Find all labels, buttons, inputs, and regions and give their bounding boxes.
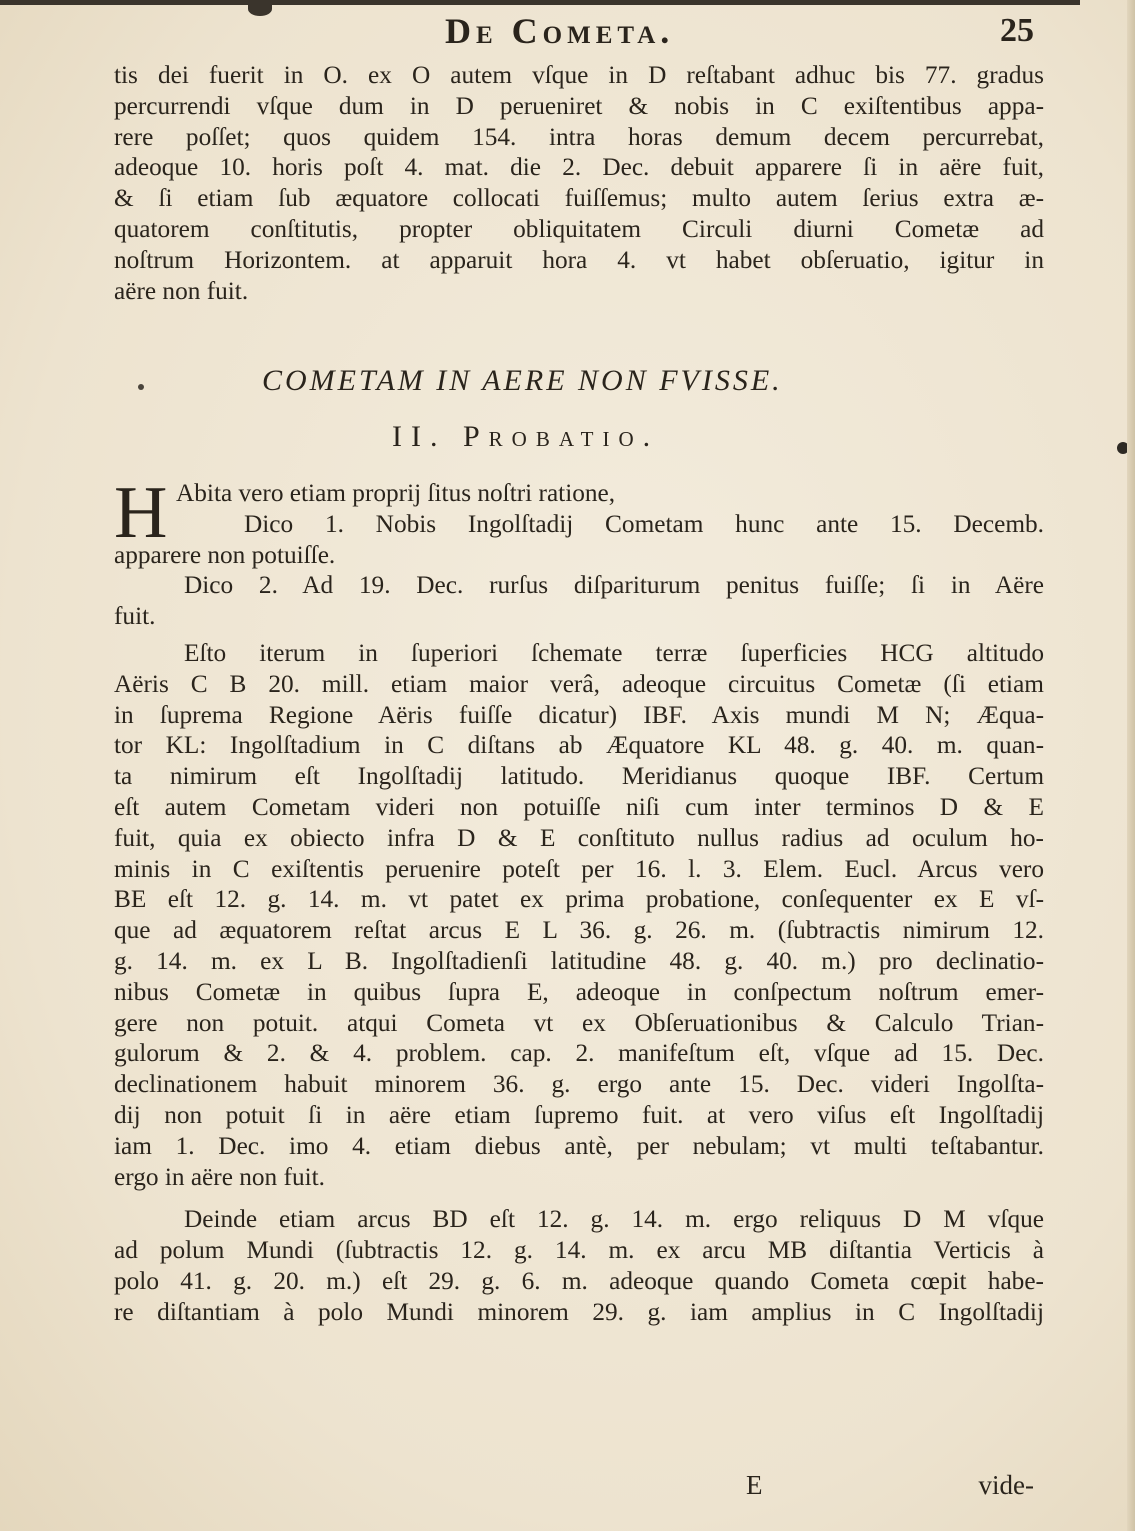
text-line: tis dei fuerit in O. ex O autem vſque in D reſtabant adhuc bis 77. gradus bbox=[114, 61, 1044, 89]
page-footer bbox=[114, 1470, 1044, 1504]
text-line: re diſtantiam à polo Mundi minorem 29. g. iam amplius in C Ingolſtadij bbox=[114, 1297, 1044, 1326]
text-block-1 bbox=[114, 60, 1044, 306]
page-edge-shadow bbox=[1127, 0, 1135, 1531]
signature-mark: E bbox=[746, 1470, 763, 1500]
text-line: Abita vero etiam proprij ſitus noſtri ratione, bbox=[176, 479, 616, 507]
text-line: in ſuprema Regione Aëris fuiſſe dicatur) IBF. Axis mundi M N; Æqua- bbox=[114, 700, 1044, 729]
text-line: polo 41. g. 20. m.) eſt 29. g. 6. m. adeoque quando Cometa cœpit habe- bbox=[114, 1266, 1044, 1295]
text-line: noſtrum Horizontem. at apparuit hora 4. vt habet obſeruatio, igitur in bbox=[114, 245, 1044, 274]
text-line: ta nimirum eſt Ingolſtadij latitudo. Meridianus quoque IBF. Certum bbox=[114, 762, 1044, 791]
text-line: iam 1. Dec. imo 4. etiam diebus antè, per nebulam; vt multi teſtabantur. bbox=[114, 1131, 1044, 1160]
text-line: ergo in aëre non fuit. bbox=[114, 1162, 325, 1191]
text-line: nibus Cometæ in quibus ſupra E, adeoque in conſpectum noſtrum emer- bbox=[114, 977, 1044, 1006]
ink-dot-small bbox=[138, 384, 144, 390]
catchword: vide- bbox=[978, 1470, 1034, 1500]
text-line: fuit. bbox=[114, 602, 156, 631]
text-line: declinationem habuit minorem 36. g. ergo ante 15. Dec. videri Ingolſta- bbox=[114, 1070, 1044, 1099]
text-line: minis in C exiſtentis peruenire poteſt per 16. l. 3. Elem. Eucl. Arcus vero bbox=[114, 854, 1044, 883]
text-line: Dico 1. Nobis Ingolſtadij Cometam hunc ante 15. Decemb. bbox=[244, 509, 1044, 538]
text-line: quatorem conſtitutis, propter obliquitatem Circuli diurni Cometæ ad bbox=[114, 214, 1044, 243]
text-line: g. 14. m. ex L B. Ingolſtadienſi latitudine 48. g. 40. m.) pro declinatio- bbox=[114, 946, 1044, 975]
text-line: apparere non potuiſſe. bbox=[114, 540, 336, 569]
section-subheading: II. Probatio. bbox=[392, 420, 660, 453]
text-line: gere non potuit. atqui Cometa vt ex Obſeruationibus & Calculo Trian- bbox=[114, 1008, 1044, 1037]
running-head-title: De Cometa. bbox=[445, 11, 675, 51]
dropcap-paragraph bbox=[114, 472, 1044, 554]
text-line: Dico 2. Ad 19. Dec. rurſus diſpariturum penitus fuiſſe; ſi in Aëre bbox=[184, 571, 1044, 600]
text-line: dij non potuit ſi in aëre etiam ſupremo fuit. at vero viſus eſt Ingolſtadij bbox=[114, 1100, 1044, 1129]
text-line: aëre non fuit. bbox=[114, 276, 249, 305]
text-line: tor KL: Ingolſtadium in C diſtans ab Æquatore KL 48. g. 40. m. quan- bbox=[114, 731, 1044, 760]
drop-cap-letter: H bbox=[114, 472, 168, 554]
ink-blot bbox=[248, 2, 272, 16]
section-heading: COMETAM IN AERE NON FVISSE. bbox=[262, 364, 783, 397]
text-line: ad polum Mundi (ſubtractis 12. g. 14. m. ex arcu MB diſtantia Verticis à bbox=[114, 1236, 1044, 1265]
text-line: rere poſſet; quos quidem 154. intra horas demum decem percurrebat, bbox=[114, 122, 1044, 151]
text-line: & ſi etiam ſub æquatore collocati fuiſſemus; multo autem ſerius extra æ- bbox=[114, 184, 1044, 213]
text-line: Aëris C B 20. mill. etiam maior verâ, adeoque circuitus Cometæ (ſi etiam bbox=[114, 669, 1044, 698]
text-line: percurrendi vſque dum in D perueniret & nobis in C exiſtentibus appa- bbox=[114, 91, 1044, 120]
text-line: que ad æquatorem reſtat arcus E L 36. g. 26. m. (ſubtractis nimirum 12. bbox=[114, 916, 1044, 945]
text-line: fuit, quia ex obiecto infra D & E conſtituto nullus radius ad oculum ho- bbox=[114, 823, 1044, 852]
text-line: adeoque 10. horis poſt 4. mat. die 2. Dec. debuit apparere ſi in aëre fuit, bbox=[114, 153, 1044, 182]
text-line: gulorum & 2. & 4. problem. cap. 2. manifeſtum eſt, vſque ad 15. Dec. bbox=[114, 1039, 1044, 1068]
text-block-2 bbox=[114, 472, 1044, 1328]
page-number: 25 bbox=[1000, 12, 1034, 49]
text-line: Eſto iterum in ſuperiori ſchemate terræ ſuperficies HCG altitudo bbox=[184, 638, 1044, 667]
top-border-rule bbox=[0, 0, 1080, 5]
text-line: BE eſt 12. g. 14. m. vt patet ex prima probatione, conſequenter ex E vſ- bbox=[114, 885, 1044, 914]
text-line: Deinde etiam arcus BD eſt 12. g. 14. m. ergo reliquus D M vſque bbox=[184, 1205, 1044, 1234]
text-line: eſt autem Cometam videri non potuiſſe niſi cum inter terminos D & E bbox=[114, 792, 1044, 821]
